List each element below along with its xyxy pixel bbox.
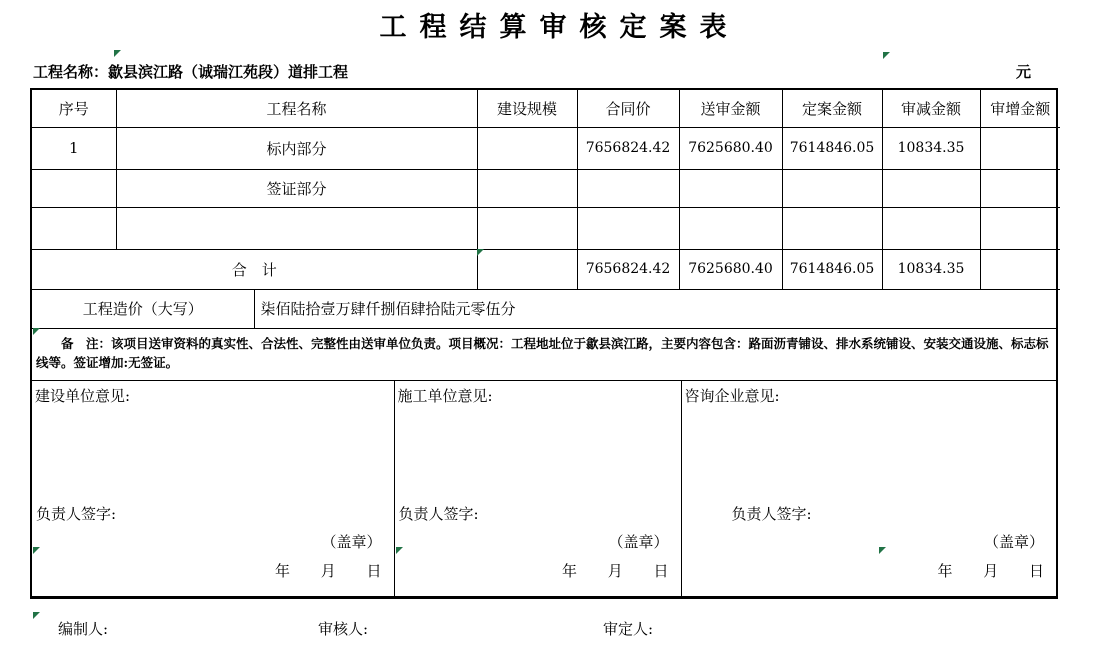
cell-increased-amount	[980, 127, 1060, 169]
error-marker-icon	[477, 249, 484, 256]
total-row	[32, 249, 1060, 289]
seal-label: （盖章）	[608, 532, 669, 551]
error-marker-icon	[33, 612, 40, 619]
cell-reduced-amount	[882, 169, 980, 207]
table-row	[32, 127, 1060, 169]
cell-finalized-amount	[782, 207, 882, 249]
table-header-row	[32, 90, 1060, 127]
amount-in-words-value: 柒佰陆拾壹万肆仟捌佰肆拾陆元零伍分	[254, 289, 1056, 328]
col-header-project-name: 工程名称	[116, 90, 477, 127]
cell-reduced-amount	[882, 207, 980, 249]
amount-in-words-row	[32, 289, 1056, 329]
cell-contract-price	[577, 207, 679, 249]
cell-scale	[477, 127, 577, 169]
date-label: 年 月 日	[937, 561, 1044, 580]
project-name-label: 工程名称：歙县滨江路（诚瑞江苑段）道排工程	[33, 63, 349, 81]
cell-scale	[477, 169, 577, 207]
reviewer-label: 审核人:	[318, 620, 369, 638]
table-row	[32, 169, 1060, 207]
cell-project-name: 签证部分	[116, 169, 477, 207]
error-marker-icon	[33, 547, 40, 554]
cell-submitted-amount	[679, 169, 782, 207]
currency-unit-label: 元	[1016, 63, 1032, 81]
remark-text: 备 注：该项目送审资料的真实性、合法性、完整性由送审单位负责。项目概况：工程地址位于歙县滨江路，主要内容包含：路面沥青铺设、排水系统铺设、安装交通设施、标志标线等。签证增加:无签证。	[36, 335, 1049, 370]
opinion-construction-unit	[32, 380, 394, 596]
page-title: 工程结算审核定案表	[379, 12, 740, 43]
error-marker-icon	[879, 547, 886, 554]
col-header-scale: 建设规模	[477, 90, 577, 127]
total-scale	[477, 249, 577, 289]
total-submitted-amount: 7625680.40	[679, 249, 782, 289]
opinion-label: 咨询企业意见:	[684, 386, 780, 405]
amount-in-words-label: 工程造价（大写）	[32, 289, 254, 328]
opinion-contractor-unit	[394, 380, 681, 596]
col-header-reduced-amount: 审减金额	[882, 90, 980, 127]
cell-finalized-amount	[782, 169, 882, 207]
error-marker-icon	[883, 52, 890, 59]
col-header-contract-price: 合同价	[577, 90, 679, 127]
cell-finalized-amount: 7614846.05	[782, 127, 882, 169]
cell-project-name: 标内部分	[116, 127, 477, 169]
error-marker-icon	[114, 50, 121, 57]
preparer-label: 编制人:	[58, 620, 109, 638]
cell-scale	[477, 207, 577, 249]
cell-seq: 1	[32, 127, 116, 169]
cell-project-name	[116, 207, 477, 249]
signature-label: 负责人签字:	[398, 504, 479, 523]
col-header-seq: 序号	[32, 90, 116, 127]
cell-reduced-amount: 10834.35	[882, 127, 980, 169]
seal-label: （盖章）	[321, 532, 382, 551]
col-header-submitted-amount: 送审金额	[679, 90, 782, 127]
opinion-label: 建设单位意见:	[35, 386, 131, 405]
cell-contract-price: 7656824.42	[577, 127, 679, 169]
cell-increased-amount	[980, 169, 1060, 207]
cell-submitted-amount	[679, 207, 782, 249]
total-finalized-amount: 7614846.05	[782, 249, 882, 289]
cell-seq	[32, 169, 116, 207]
table-row	[32, 207, 1060, 249]
date-label: 年 月 日	[561, 561, 669, 580]
opinions-row	[32, 380, 1056, 597]
signature-label: 负责人签字:	[36, 504, 117, 523]
signature-label: 负责人签字:	[731, 504, 812, 523]
cell-submitted-amount: 7625680.40	[679, 127, 782, 169]
error-marker-icon	[33, 328, 40, 335]
total-contract-price: 7656824.42	[577, 249, 679, 289]
seal-label: （盖章）	[983, 532, 1044, 551]
cell-seq	[32, 207, 116, 249]
total-increased-amount	[980, 249, 1060, 289]
total-label: 合 计	[32, 249, 477, 289]
col-header-finalized-amount: 定案金额	[782, 90, 882, 127]
date-label: 年 月 日	[274, 561, 382, 580]
col-header-increased-amount: 审增金额	[980, 90, 1060, 127]
form-table	[30, 88, 1058, 599]
opinion-consulting-enterprise	[681, 380, 1056, 596]
opinion-label: 施工单位意见:	[397, 386, 493, 405]
error-marker-icon	[396, 547, 403, 554]
cell-contract-price	[577, 169, 679, 207]
amounts-grid	[32, 90, 1060, 290]
approver-label: 审定人:	[603, 620, 654, 638]
total-reduced-amount: 10834.35	[882, 249, 980, 289]
cell-increased-amount	[980, 207, 1060, 249]
